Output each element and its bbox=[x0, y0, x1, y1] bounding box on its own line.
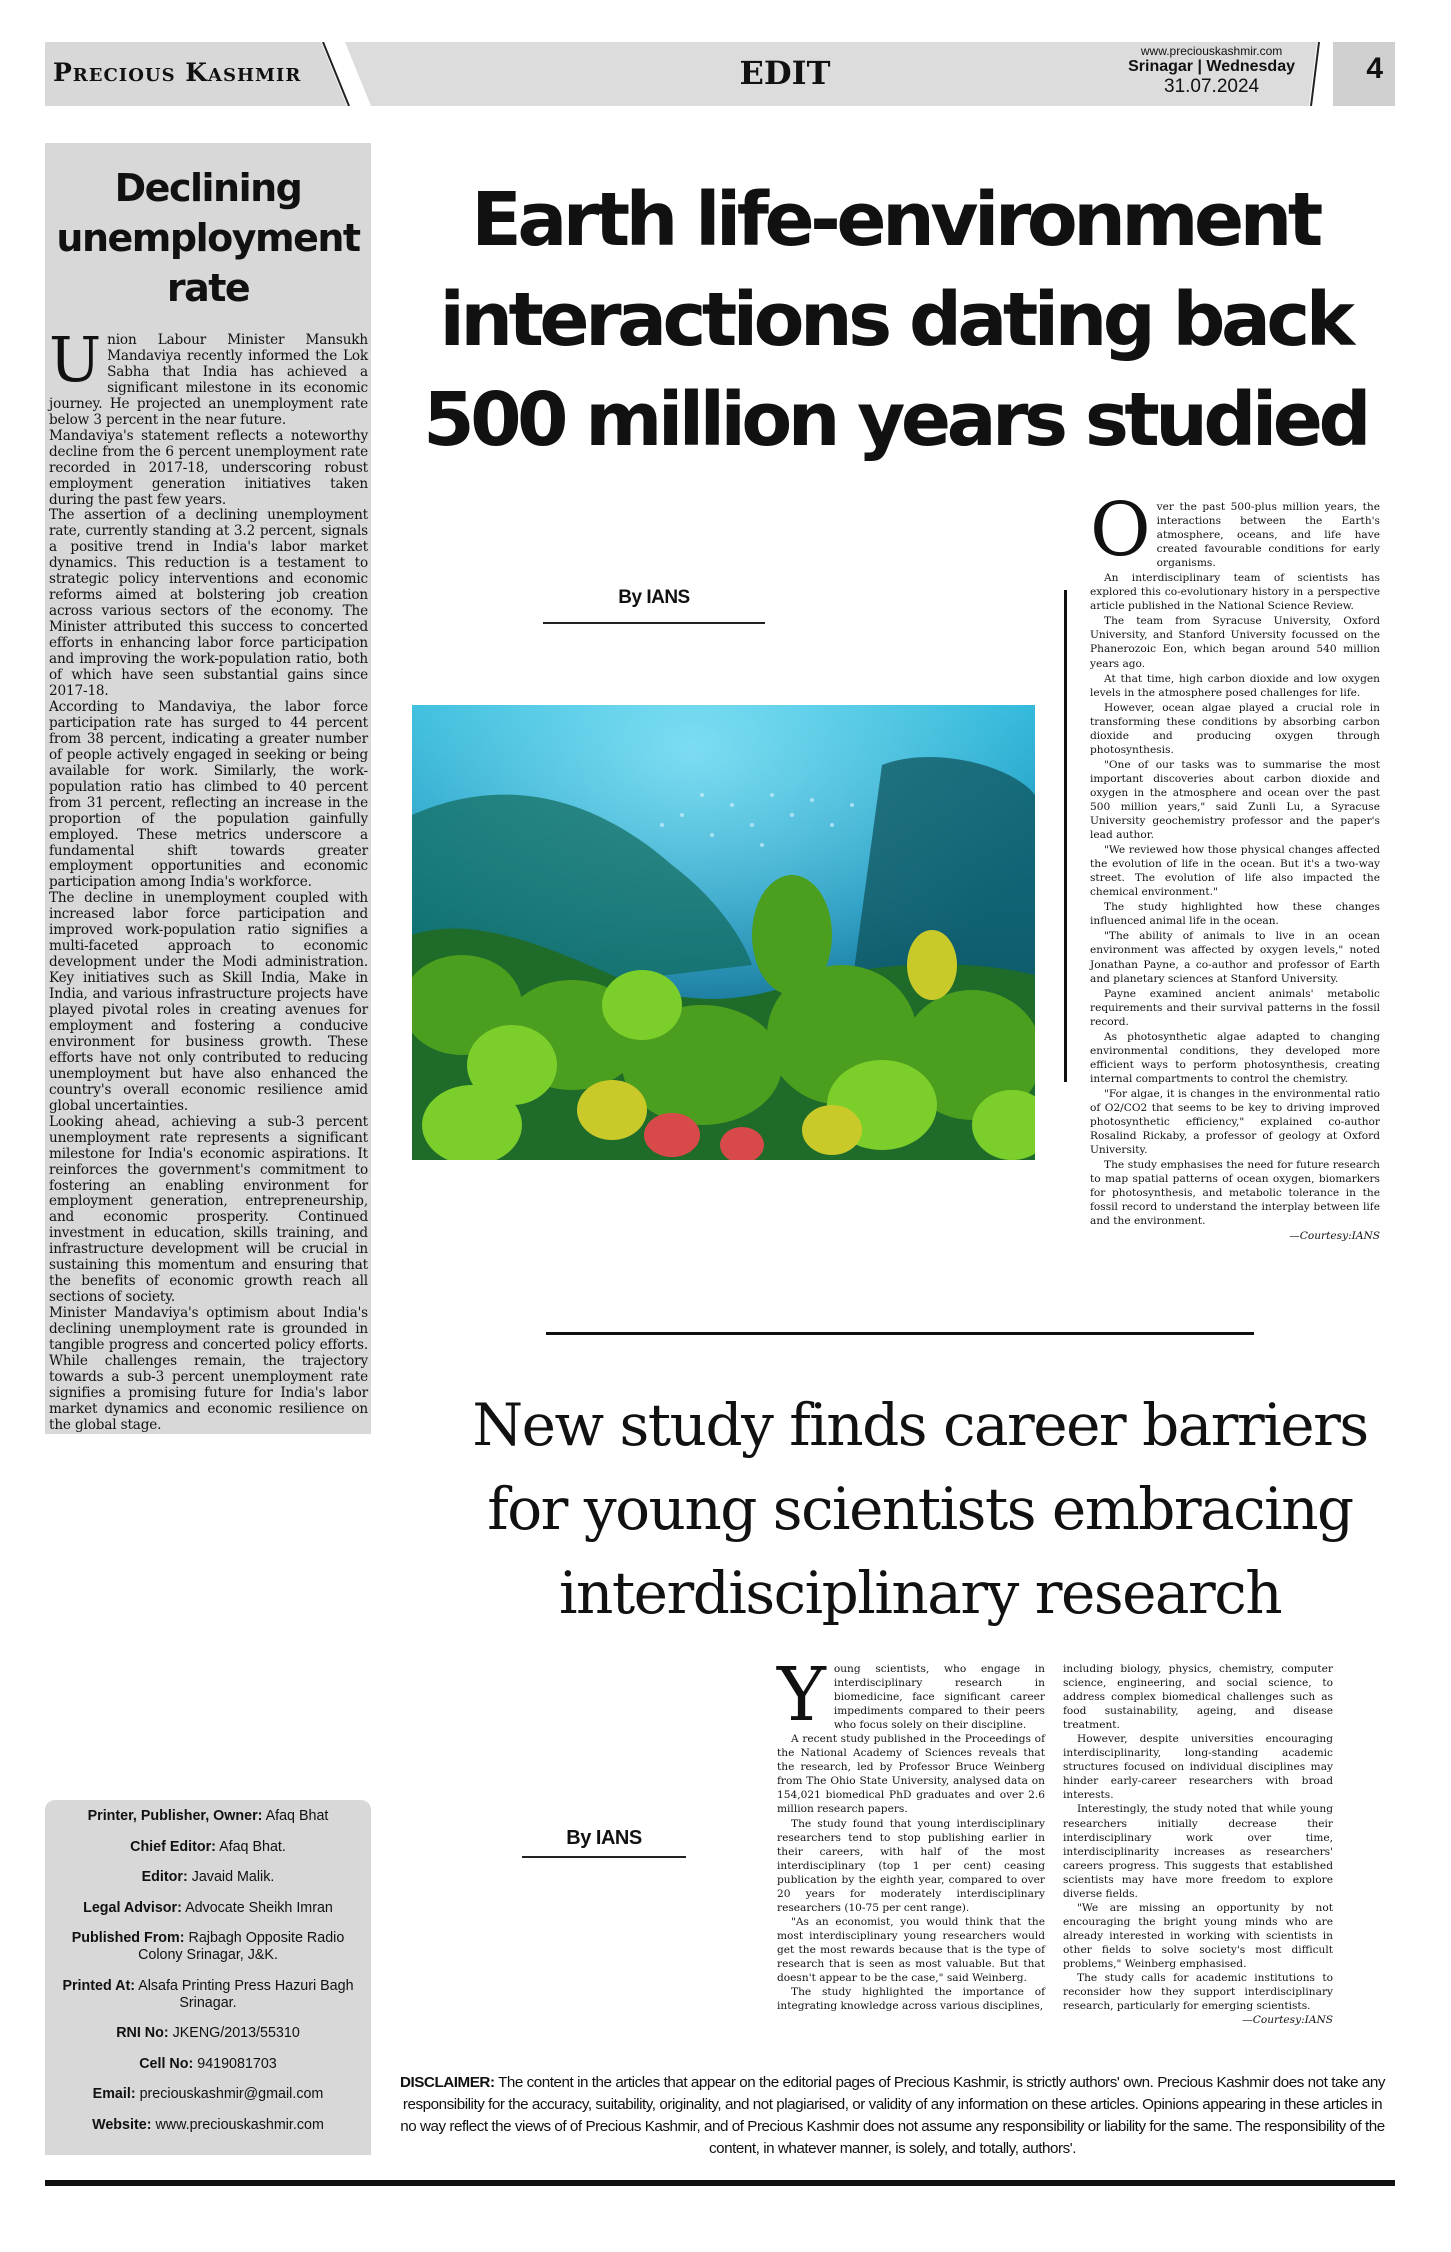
paragraph: The study emphasises the need for future research to map spatial patterns of ocean oxygen, biomarkers for photosynthesis, and metabolic tolerance in the fossil record to understand the interplay between life and the environment. bbox=[1090, 1159, 1380, 1228]
byline-underline bbox=[522, 1856, 686, 1858]
imprint-value: Advocate Sheikh Imran bbox=[185, 1899, 333, 1916]
paragraph: "For algae, it is changes in the environmental ratio of O2/CO2 that seems to be key to driving improved photosynthetic efficiency," explained co-author Rosalind Rickaby, a professor of geology at Oxford University. bbox=[1090, 1087, 1380, 1157]
courtesy-credit: —Courtesy:IANS bbox=[1289, 1230, 1380, 1243]
brand-divider-slash bbox=[321, 42, 371, 106]
imprint-row: Editor: Javaid Malik. bbox=[141, 1869, 275, 1885]
masthead-brand bbox=[45, 42, 345, 106]
drop-cap: Y bbox=[777, 1652, 826, 1738]
imprint-label: RNI No bbox=[116, 2025, 164, 2041]
paragraph: The assertion of a declining unemployment rate, currently standing at 3.2 percent, signals a positive trend in India's labor market dynamics. This reduction is a testament to strategic policy interventions and economic reforms aimed at bolstering job creation across various sectors of the economy. The Minister attributed this success to concerted efforts in enhancing labor force participation and improving the work-population ratio, both of which have seen substantial gains since 2017-18. bbox=[49, 507, 368, 699]
main-byline: By IANS bbox=[618, 587, 690, 608]
imprint-row: Cell No: 9419081703 bbox=[139, 2055, 277, 2072]
paragraph: The study highlighted the importance of integrating knowledge across various disciplines, bbox=[777, 1986, 1045, 2013]
imprint-value: Afaq Bhat bbox=[265, 1808, 329, 1824]
courtesy-credit: —Courtesy:IANS bbox=[1242, 2014, 1333, 2027]
paragraph: ver the past 500-plus million years, the interactions between the Earth's atmosphere, oceans, and life have created favourable conditions for early organisms. bbox=[1156, 501, 1380, 570]
left-column-editorial bbox=[45, 143, 371, 1434]
second-headline: New study finds career barriers for young scientists embracing interdisciplinary research bbox=[472, 1391, 1368, 1627]
paragraph: Looking ahead, achieving a sub-3 percent unemployment rate represents a significant milestone for India's economic aspirations. It reinforces the government's commitment to fostering an enabling environment for employment generation, entrepreneurship, and economic prosperity. Continued investment in education, skills training, and infrastructure development will be crucial in sustaining this momentum and ensuring that the benefits of economic growth reach all sections of society. bbox=[49, 1113, 368, 1306]
paragraph: As photosynthetic algae adapted to changing environmental conditions, they developed more efficient ways to perform photosynthesis, creating internal compartments to control the chemistry. bbox=[1090, 1030, 1380, 1085]
issue-date: 31.07.2024 bbox=[1164, 76, 1260, 97]
main-story-body bbox=[1090, 487, 1380, 1243]
imprint-row: Printed At: Alsafa Printing Press Hazuri Bagh Srinagar. bbox=[62, 1977, 354, 2011]
second-story-column-1 bbox=[777, 1652, 1045, 2013]
imprint-row: Legal Advisor: Advocate Sheikh Imran bbox=[83, 1899, 333, 1916]
second-story-column-2 bbox=[1063, 1662, 1333, 2027]
paragraph: Minister Mandaviya's optimism about India's declining unemployment rate is grounded in tangible progress and concerted policy efforts. While challenges remain, the trajectory towards a sub-3 percent unemployment rate signifies a promising future for India's labor market dynamics and economic resilience on the global stage. bbox=[49, 1305, 368, 1433]
editorial-body bbox=[49, 323, 368, 1434]
paragraph: Mandaviya's statement reflects a noteworthy decline from the 6 percent unemployment rate recorded in 2017-18, underscoring robust employment generation initiatives taken during the past few years. bbox=[49, 427, 368, 508]
disclaimer-text: The content in the articles that appear on the editorial pages of Precious Kashmir, is strictly authors' own. Precious Kashmir does not take any responsibility for the accuracy, suitability, originality, and not plagiarised, or validity of any information on these articles. Opinions appearing in these articles in no way reflect the views of of Precious Kashmir, and of Precious Kashmir does not assume any responsibility or liability for the same. The responsibility of the content, in whatever manner, is solely, and totally, authors'. bbox=[400, 2074, 1386, 2157]
imprint-label: Legal Advisor bbox=[83, 1899, 178, 1916]
imprint-value: 9419081703 bbox=[197, 2055, 277, 2072]
footer-rule bbox=[45, 2180, 1395, 2186]
header-meta bbox=[1128, 44, 1295, 98]
imprint-label: Editor bbox=[141, 1869, 183, 1885]
brand-name: Precious Kashmir bbox=[53, 58, 302, 87]
paragraph: "As an economist, you would think that the most interdisciplinary young researchers would get the most rewards because that is the type of research that is seen as most valuable. But that doesn't appear to be the case," said Weinberg. bbox=[777, 1915, 1045, 1985]
imprint-value: www.preciouskashmir.com bbox=[155, 2116, 324, 2133]
page-header bbox=[45, 42, 1395, 106]
byline-underline bbox=[543, 622, 765, 624]
paragraph: "We reviewed how those physical changes affected the evolution of life in the ocean. But it's a two-way street. The evolution of life also impacted the chemical environment." bbox=[1090, 844, 1380, 899]
story-separator-rule bbox=[546, 1332, 1254, 1335]
paragraph: At that time, high carbon dioxide and low oxygen levels in the atmosphere posed challenges for life. bbox=[1090, 672, 1380, 699]
website-url: www.preciouskashmir.com bbox=[1140, 44, 1283, 58]
imprint-label: Chief Editor bbox=[130, 1838, 212, 1855]
imprint-label: Cell No bbox=[139, 2055, 189, 2072]
imprint-list bbox=[51, 1808, 365, 2147]
paragraph: Interestingly, the study noted that while young researchers initially decrease their interdisciplinary work over time, interdisciplinarity increases as researchers' careers progress. This suggests that established scientists may have more freedom to explore diverse fields. bbox=[1063, 1803, 1333, 1900]
paragraph: including biology, physics, chemistry, computer science, engineering, and social science, to address complex biomedical challenges such as food sustainability, ageing, and disease treatment. bbox=[1063, 1663, 1333, 1732]
section-label: EDIT bbox=[739, 54, 831, 92]
imprint-label: Website bbox=[92, 2116, 147, 2133]
imprint-row: Website: www.preciouskashmir.com bbox=[92, 2116, 324, 2133]
paragraph: "We are missing an opportunity by not encouraging the bright young minds who are already interested in working with scientists in other fields to solve society's most difficult problems," Weinberg emphasised. bbox=[1063, 1901, 1333, 1970]
second-byline: By IANS bbox=[566, 1827, 642, 1849]
paragraph: The study calls for academic institutions to reconsider how they support interdisciplinary research, particularly for emerging scientists. bbox=[1063, 1972, 1333, 2013]
imprint-row: RNI No: JKENG/2013/55310 bbox=[116, 2025, 300, 2041]
paragraph: oung scientists, who engage in interdisciplinary research in biomedicine, face significant career impediments compared to their peers who focus solely on their discipline. bbox=[833, 1663, 1045, 1732]
paragraph: The study found that young interdisciplinary researchers tend to stop publishing earlier in their careers, with half of the most interdisciplinary (top 1 per cent) ceasing publication by the eighth year, compared to over 20 years for moderately interdisciplinary researchers (10-75 per cent range). bbox=[777, 1817, 1045, 1914]
paragraph: The team from Syracuse University, Oxford University, and Stanford University focussed on the Phanerozoic Eon, which began around 540 million years ago. bbox=[1090, 615, 1380, 670]
imprint-label: Printer, Publisher, Owner bbox=[87, 1808, 258, 1824]
paragraph: Payne examined ancient animals' metabolic requirements and their survival patterns in the fossil record. bbox=[1090, 987, 1380, 1028]
paragraph: nion Labour Minister Mansukh Mandaviya recently informed the Lok Sabha that India has achieved a significant milestone in its economic journey. He projected an unemployment rate below 3 percent in the near future. bbox=[49, 332, 368, 428]
imprint-value: JKENG/2013/55310 bbox=[172, 2025, 300, 2041]
paragraph: However, despite universities encouraging interdisciplinarity, long-standing academic structures focused on individual disciplines may hinder early-career researchers with broad interests. bbox=[1063, 1733, 1333, 1802]
disclaimer bbox=[395, 2072, 1390, 2160]
imprint-value: Rajbagh Opposite Radio Colony Srinagar, J&K. bbox=[138, 1930, 345, 1963]
column-rule bbox=[1064, 590, 1067, 1082]
imprint-row: Email: preciouskashmir@gmail.com bbox=[92, 2086, 324, 2102]
imprint-label: Printed At bbox=[62, 1977, 131, 1994]
paragraph: The study highlighted how these changes influenced animal life in the ocean. bbox=[1090, 901, 1380, 928]
disclaimer-label: DISCLAIMER: bbox=[399, 2074, 495, 2091]
imprint-value: Alsafa Printing Press Hazuri Bagh Srinagar. bbox=[138, 1977, 354, 2011]
paragraph: A recent study published in the Proceedings of the National Academy of Sciences reveals that the research, led by Professor Bruce Weinberg from The Ohio State University, analysed data on 154,021 biomedical PhD graduates and over 2.6 million research papers. bbox=[777, 1733, 1045, 1816]
page-number-box bbox=[1333, 42, 1395, 106]
page-number: 4 bbox=[1366, 52, 1383, 85]
city-day: Srinagar | Wednesday bbox=[1128, 58, 1295, 75]
paragraph: However, ocean algae played a crucial role in transforming these conditions by absorbing carbon dioxide and producing oxygen through photosynthesis. bbox=[1090, 701, 1380, 756]
imprint-label: Email bbox=[92, 2086, 131, 2102]
paragraph: The decline in unemployment coupled with increased labor force participation and improved work-population ratio signifies a multi-faceted approach to economic development under the Modi administration. Key initiatives such as Skill India, Make in India, and various infrastructure projects have played pivotal roles in creating avenues for employment and fostering a conducive environment for business growth. These efforts have not only contributed to reducing unemployment but have also enhanced the country's overall economic resilience amid global uncertainties. bbox=[49, 890, 368, 1114]
imprint-value: Afaq Bhat. bbox=[219, 1838, 286, 1855]
drop-cap: O bbox=[1090, 487, 1151, 573]
imprint-label: Published From bbox=[71, 1930, 180, 1946]
drop-cap: U bbox=[49, 323, 102, 396]
paragraph: "One of our tasks was to summarise the most important discoveries about carbon dioxide and oxygen in the atmosphere and ocean over the past 500 million years," said Zunli Lu, a Syracuse University geochemistry professor and the paper's lead author. bbox=[1090, 758, 1380, 842]
paragraph: An interdisciplinary team of scientists has explored this co-evolutionary history in a perspective article published in the National Science Review. bbox=[1090, 572, 1380, 613]
editorial-title: Declining unemployment rate bbox=[56, 166, 360, 310]
paragraph: According to Mandaviya, the labor force participation rate has surged to 44 percent from 38 percent, indicating a greater number of people actively engaged in seeking or being available for work. Similarly, the work-population ratio has climbed to 40 percent from 31 percent, reflecting an increase in the proportion of the population gainfully employed. These metrics underscore a fundamental shift towards greater employment opportunities and economic participation among India's workforce. bbox=[49, 698, 368, 891]
imprint-row: Published From: Rajbagh Opposite Radio Colony Srinagar, J&K. bbox=[71, 1930, 345, 1963]
imprint-value: Javaid Malik. bbox=[191, 1869, 275, 1885]
paragraph: "The ability of animals to live in an ocean environment was affected by oxygen levels," noted Jonathan Payne, a co-author and professor of Earth and planetary sciences at Stanford University. bbox=[1090, 930, 1380, 985]
imprint-value: preciouskashmir@gmail.com bbox=[139, 2086, 324, 2102]
imprint-box bbox=[45, 1800, 371, 2155]
main-headline: Earth life-environment interactions dating back 500 million years studied bbox=[423, 177, 1367, 463]
underwater-seaweed-photo bbox=[412, 705, 1035, 1160]
imprint-row: Chief Editor: Afaq Bhat. bbox=[130, 1838, 286, 1855]
imprint-row: Printer, Publisher, Owner: Afaq Bhat bbox=[87, 1808, 329, 1824]
